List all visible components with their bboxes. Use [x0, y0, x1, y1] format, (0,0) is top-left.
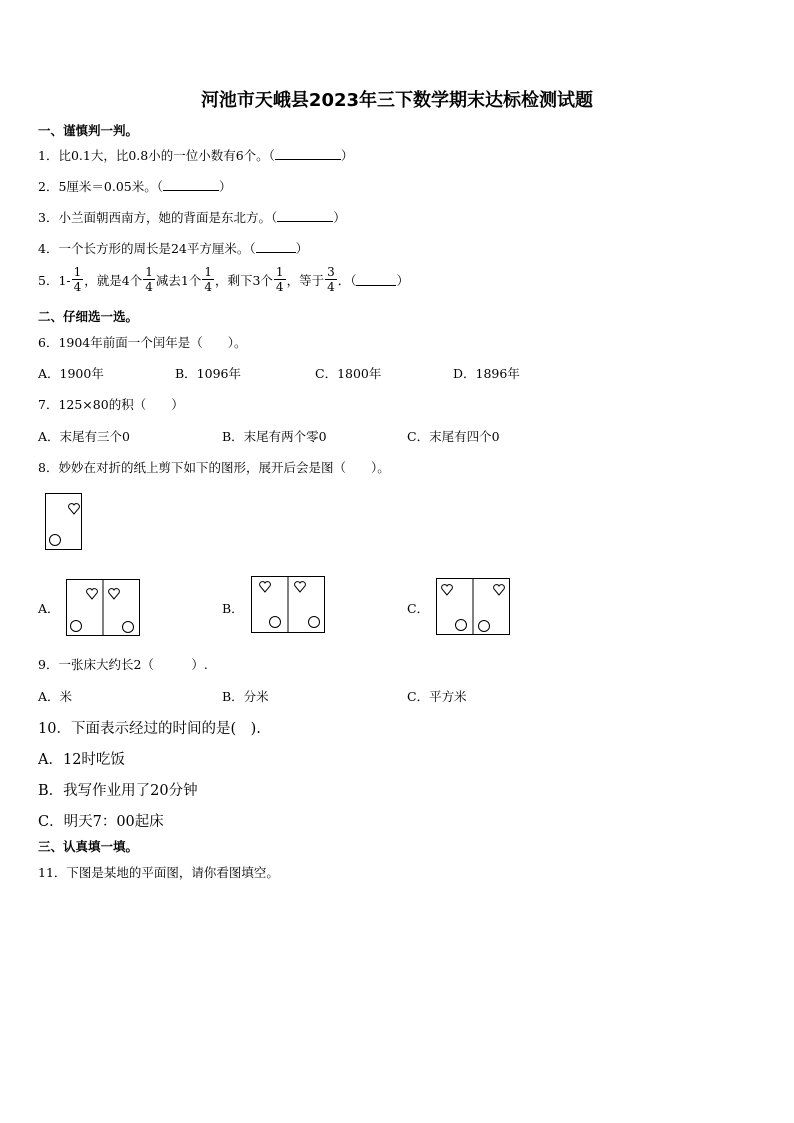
- fraction-quarter: $\frac{1}{4}$: [275, 265, 284, 294]
- heart-icon: [494, 585, 505, 595]
- section-1-heading: 一、谨慎判一判。: [38, 123, 139, 138]
- question-2-text: 2．5厘米＝0.05米。（: [38, 179, 163, 194]
- heart-icon: [295, 582, 306, 592]
- q10-option-c[interactable]: C．明天7：00起床: [38, 814, 164, 830]
- question-11: 11．下图是某地的平面图，请你看图填空。: [38, 865, 279, 880]
- q7-option-b[interactable]: B．末尾有两个零0: [222, 429, 327, 444]
- question-10: 10．下面表示经过的时间的是( ).: [38, 721, 261, 737]
- heart-icon: [87, 589, 98, 599]
- q8-option-b-figure[interactable]: [251, 576, 325, 634]
- fraction-quarter: $\frac{1}{4}$: [204, 265, 212, 294]
- question-2: 2．5厘米＝0.05米。（ ）: [38, 179, 232, 194]
- answer-blank-3[interactable]: [277, 210, 333, 222]
- q8-option-a-label[interactable]: A．: [38, 601, 60, 616]
- question-4-text: 4．一个长方形的周长是24平方厘米。（: [38, 241, 256, 256]
- circle-icon: [71, 621, 82, 632]
- answer-blank-4[interactable]: [256, 241, 296, 253]
- question-6: 6．1904年前面一个闰年是（ ）。: [38, 335, 247, 350]
- answer-blank-2[interactable]: [163, 179, 219, 191]
- question-3-text: 3．小兰面朝西南方，她的背面是东北方。（: [38, 210, 278, 225]
- q9-option-b[interactable]: B．分米: [222, 689, 269, 704]
- q6-option-a[interactable]: A．1900年: [38, 366, 104, 381]
- question-5: 5．1- $\frac{1}{4}$ ，就是4个 $\frac{1}{4}$ 减去1个 $\frac{1}{4}$ ，剩下3个 $\frac{1}{4}$ ，等于 $\frac{3}{4}$ ．（ ）: [38, 265, 409, 294]
- answer-blank-5[interactable]: [356, 274, 396, 286]
- folded-paper-outline: [46, 494, 82, 550]
- question-8: 8．妙妙在对折的纸上剪下如下的图形，展开后会是图（ ）。: [38, 460, 390, 475]
- answer-blank-1[interactable]: [275, 148, 341, 160]
- fraction-three-quarters: $\frac{3}{4}$: [327, 265, 335, 294]
- question-3: 3．小兰面朝西南方，她的背面是东北方。（ ）: [38, 210, 346, 225]
- circle-icon: [270, 617, 281, 628]
- q8-option-c-label[interactable]: C．: [407, 601, 430, 616]
- question-9: 9．一张床大约长2（ ）.: [38, 657, 208, 672]
- circle-icon: [309, 617, 320, 628]
- question-7: 7．125×80的积（ ）: [38, 397, 184, 412]
- question-4: 4．一个长方形的周长是24平方厘米。（ ）: [38, 241, 309, 256]
- section-2-heading: 二、仔细选一选。: [38, 309, 139, 324]
- fraction-quarter: $\frac{1}{4}$: [73, 265, 82, 294]
- q6-option-b[interactable]: B．1096年: [175, 366, 241, 381]
- heart-icon: [69, 504, 80, 514]
- circle-icon: [50, 535, 61, 546]
- q10-option-b[interactable]: B．我写作业用了20分钟: [38, 783, 198, 799]
- fraction-quarter: $\frac{1}{4}$: [145, 265, 153, 294]
- q6-option-d[interactable]: D．1896年: [453, 366, 520, 381]
- heart-icon: [260, 582, 271, 592]
- q8-option-c-figure[interactable]: [436, 578, 510, 636]
- q6-option-c[interactable]: C．1800年: [315, 366, 382, 381]
- circle-icon: [479, 621, 490, 632]
- circle-icon: [123, 622, 134, 633]
- page-title: 河池市天峨县2023年三下数学期末达标检测试题: [200, 90, 594, 111]
- heart-icon: [109, 589, 120, 599]
- question-1: 1．比0.1大，比0.8小的一位小数有6个。（ ）: [38, 148, 354, 163]
- heart-icon: [442, 585, 453, 595]
- question-1-text: 1．比0.1大，比0.8小的一位小数有6个。（: [38, 148, 275, 163]
- q8-option-a-figure[interactable]: [66, 579, 140, 637]
- circle-icon: [456, 620, 467, 631]
- q8-option-b-label[interactable]: B．: [222, 601, 244, 616]
- q7-option-a[interactable]: A．末尾有三个0: [38, 429, 130, 444]
- section-3-heading: 三、认真填一填。: [38, 839, 139, 854]
- q9-option-c[interactable]: C．平方米: [407, 689, 467, 704]
- q7-option-c[interactable]: C．末尾有四个0: [407, 429, 500, 444]
- folded-paper-figure: [45, 493, 83, 551]
- q9-option-a[interactable]: A．米: [38, 689, 73, 704]
- q10-option-a[interactable]: A．12时吃饭: [38, 752, 125, 768]
